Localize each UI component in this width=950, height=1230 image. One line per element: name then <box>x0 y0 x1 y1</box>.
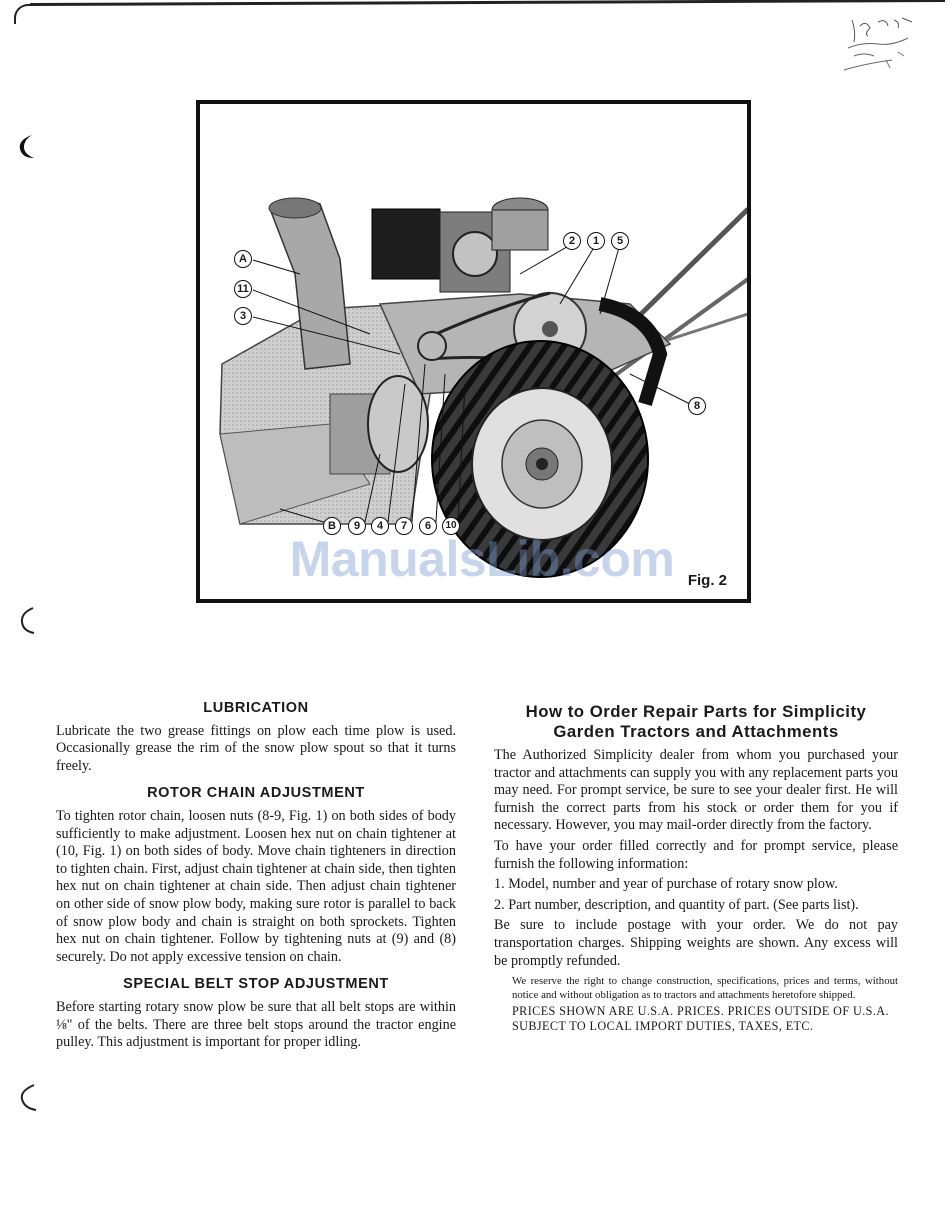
callout-9: 9 <box>348 517 366 535</box>
repair-parts-title-line1: How to Order Repair Parts for Simplicity <box>525 702 867 721</box>
handwritten-note <box>838 12 948 82</box>
top-border-curl <box>14 4 38 24</box>
binder-hole-mark-top <box>14 132 38 162</box>
callout-6: 6 <box>419 517 437 535</box>
lubrication-body: Lubricate the two grease fittings on plow each time plow is used. Occasionally grease the rim of the snow plow spout so that it turns freely. <box>56 722 456 774</box>
binder-hole-mark-bottom <box>16 1082 40 1112</box>
binder-hole-mark-middle <box>16 605 40 635</box>
callout-2: 2 <box>563 232 581 250</box>
callout-7: 7 <box>395 517 413 535</box>
callout-10: 10 <box>442 517 460 535</box>
callout-4: 4 <box>371 517 389 535</box>
repair-parts-item-1: 1. Model, number and year of purchase of rotary snow plow. <box>494 876 838 893</box>
repair-parts-title-line2: Garden Tractors and Attachments <box>553 722 839 741</box>
repair-parts-item-2: 2. Part number, description, and quantity of part. (See parts list). <box>494 896 859 913</box>
lubrication-title: LUBRICATION <box>203 700 309 716</box>
rotor-chain-body: To tighten rotor chain, loosen nuts (8-9, Fig. 1) on both sides of body sufficiently to make adjustment. Loosen hex nut on chain tightener at (10, Fig. 1) on both sides of body. Move chain tighteners in direction to tighten chain. First, adjust chain tightener at chain side, then tighten hex nut on chain tightener at chain side. Then adjust chain tightener on other side of snow plow body, making sure rotor is parallel to back of snow plow body and chain is straight on both sprockets. Tighten hex nut on chain tightener. Follow by tightening nuts at (9) and (8) securely. Do not apply excessive tension on chain. <box>56 807 456 965</box>
belt-stop-title: SPECIAL BELT STOP ADJUSTMENT <box>123 976 389 993</box>
fine-print-reservation: We reserve the right to change construction, specifications, prices and terms, without notice and without obligation as to tractors and attachments heretofore shipped. <box>512 975 898 1002</box>
repair-parts-paragraph-3: Be sure to include postage with your order. We do not pay transportation charges. Shipping weights are shown. Any excess will be promptly refunded. <box>494 917 898 969</box>
figure-label: Fig. 2 <box>687 572 727 589</box>
repair-parts-paragraph-2: To have your order filled correctly and for prompt service, please furnish the following information: <box>494 837 898 872</box>
callout-3: 3 <box>234 307 252 325</box>
belt-stop-body: Before starting rotary snow plow be sure that all belt stops are within ⅛" of the belts. There are three belt stops around the tractor engine pulley. This adjustment is important for proper idling. <box>56 998 456 1051</box>
repair-parts-title <box>494 702 898 742</box>
left-column <box>56 700 456 1052</box>
callout-1: 1 <box>587 232 605 250</box>
rotor-chain-title: ROTOR CHAIN ADJUSTMENT <box>147 785 365 802</box>
callout-5: 5 <box>611 232 629 250</box>
callout-A: A <box>234 250 252 268</box>
callout-11: 11 <box>234 280 252 298</box>
watermark: ManualsLib.com <box>289 531 675 587</box>
callout-B: B <box>323 517 341 535</box>
tractor-illustration <box>200 104 747 599</box>
right-column <box>494 702 898 1034</box>
prices-note: PRICES SHOWN ARE U.S.A. PRICES. PRICES OUTSIDE OF U.S.A. SUBJECT TO LOCAL IMPORT DUTIES, TAXES, ETC. <box>512 1004 889 1034</box>
repair-parts-paragraph-1: The Authorized Simplicity dealer from whom you purchased your tractor and attachments can supply you with any replacement parts you may need. For prompt service, be sure to see your dealer first. He will furnish the correct parts from his stock or order them for you if necessary. However, you may mail-order directly from the factory. <box>494 747 898 834</box>
figure-tractor-snow-plow <box>196 100 751 603</box>
callout-8: 8 <box>688 397 706 415</box>
top-border-rule <box>30 0 945 6</box>
